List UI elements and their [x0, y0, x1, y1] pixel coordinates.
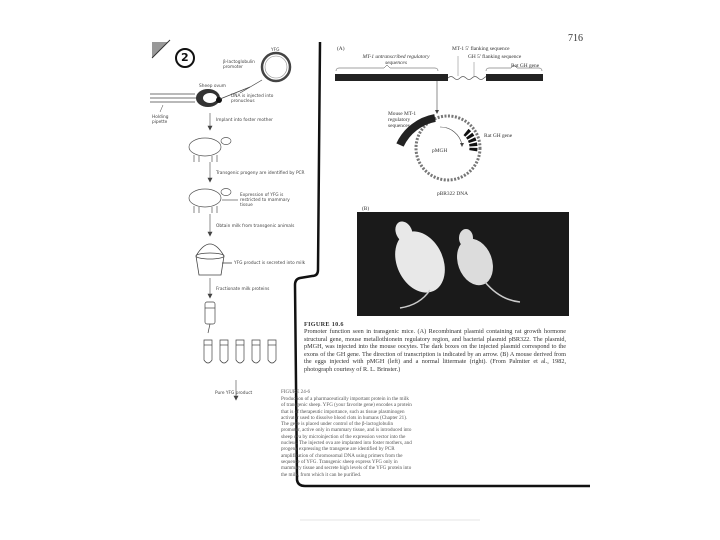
flanking-sequence — [448, 77, 490, 80]
panel-b-label: (B) — [362, 206, 370, 212]
flow-arrows — [208, 113, 238, 400]
label-secreted: YFG product is secreted into milk — [234, 261, 306, 266]
figure-24-6-title: FIGURE 24-6 — [281, 389, 311, 395]
label-holding-pipette: Holding pipette — [152, 115, 169, 126]
label-expression: Expression of YFG is restricted to mammary tissue — [240, 193, 290, 209]
mt1-regulatory-bar — [335, 74, 448, 81]
label-mouse-mt1: Mouse MT-1 regulatory sequences — [388, 111, 417, 129]
label-obtain-milk: Obtain milk from transgenic animals — [216, 224, 295, 229]
label-pmgh: pMGH — [432, 148, 448, 154]
figure-10-6-caption: Promoter function seen in transgenic mice. (A) Recombinant plasmid containing rat growth hormone structural gene, mouse metallothionein regulatory region, and bacterial plasmid pBR322. The plasmid, pMGH, was injected into the mouse oocytes. The dark boxes on the injected plasmid correspond to the exons of the GH gene. The direction of transcription is indicated by an arrow. (B) A mouse derived from the eggs injected with pMGH (left) and a normal littermate (right). (From Palmiter et al., 1982, photograph courtesy of R. L. Brinster.) — [304, 328, 566, 373]
transcription-arrow — [440, 127, 462, 145]
label-progeny: Transgenic progeny are identified by PCR — [216, 171, 305, 176]
label-yfg: YFG — [271, 48, 280, 53]
yfg-plasmid — [262, 53, 290, 81]
fractionation-column-icon — [205, 302, 215, 333]
panel-a-label: (A) — [337, 46, 345, 52]
label-rat-gh-top: Rat GH gene — [511, 63, 540, 69]
rat-gh-gene-bar — [486, 74, 543, 81]
label-sheep-ovum: Sheep ovum — [199, 84, 226, 89]
sheep-icon — [189, 138, 231, 163]
label-gh-flanking: GH 5' flanking sequence — [468, 54, 522, 60]
sheep-icon — [189, 189, 238, 214]
holding-pipette — [150, 94, 198, 112]
label-rat-gh-gene: Rat GH gene — [484, 133, 513, 139]
label-pbr322: pBR322 DNA — [437, 191, 468, 197]
collection-tubes-icon — [204, 340, 276, 363]
page-number: 716 — [568, 33, 583, 44]
label-dna-injected: DNA is injected into pronucleus — [231, 94, 274, 105]
label-mt1-flanking: MT-1 5' flanking sequence — [452, 46, 510, 52]
step-number: 2 — [181, 51, 189, 64]
label-pure-product: Pure YFG product — [215, 391, 253, 396]
gh-exons — [466, 132, 473, 152]
figure-10-6-title: FIGURE 10.6 — [304, 321, 344, 328]
milk-bucket-icon — [196, 244, 232, 275]
label-mt1-untranscribed: MT-1 untranscribed regulatory sequences — [362, 54, 430, 66]
label-implant: Implant into foster mother — [216, 118, 273, 123]
figure-24-6-caption: Production of a pharmaceutically important protein in the milk of transgenic sheep. YFG (your favorite gene) encodes a protein that is of therapeutic importance, such as tissue plasminogen activator used to dissolve blood clots in humans (Chapter 21). The gene is placed under control of the β-lactoglobulin promoter, active only in mammary tissue, and is introduced into sheep ova by microinjection of the expression vector into the nucleus. The injected ova are implanted into foster mothers, and progeny expressing the transgene are identified by PCR amplification of chromosomal DNA using primers from the sequence of YFG. Transgenic sheep express YFG only in mammary tissue and secrete high levels of the YFG protein into the milk, from which it can be purified. — [281, 396, 412, 478]
label-promoter: β-lactoglobulin promoter — [223, 60, 255, 71]
label-fractionate: Fractionate milk proteins — [216, 287, 270, 292]
